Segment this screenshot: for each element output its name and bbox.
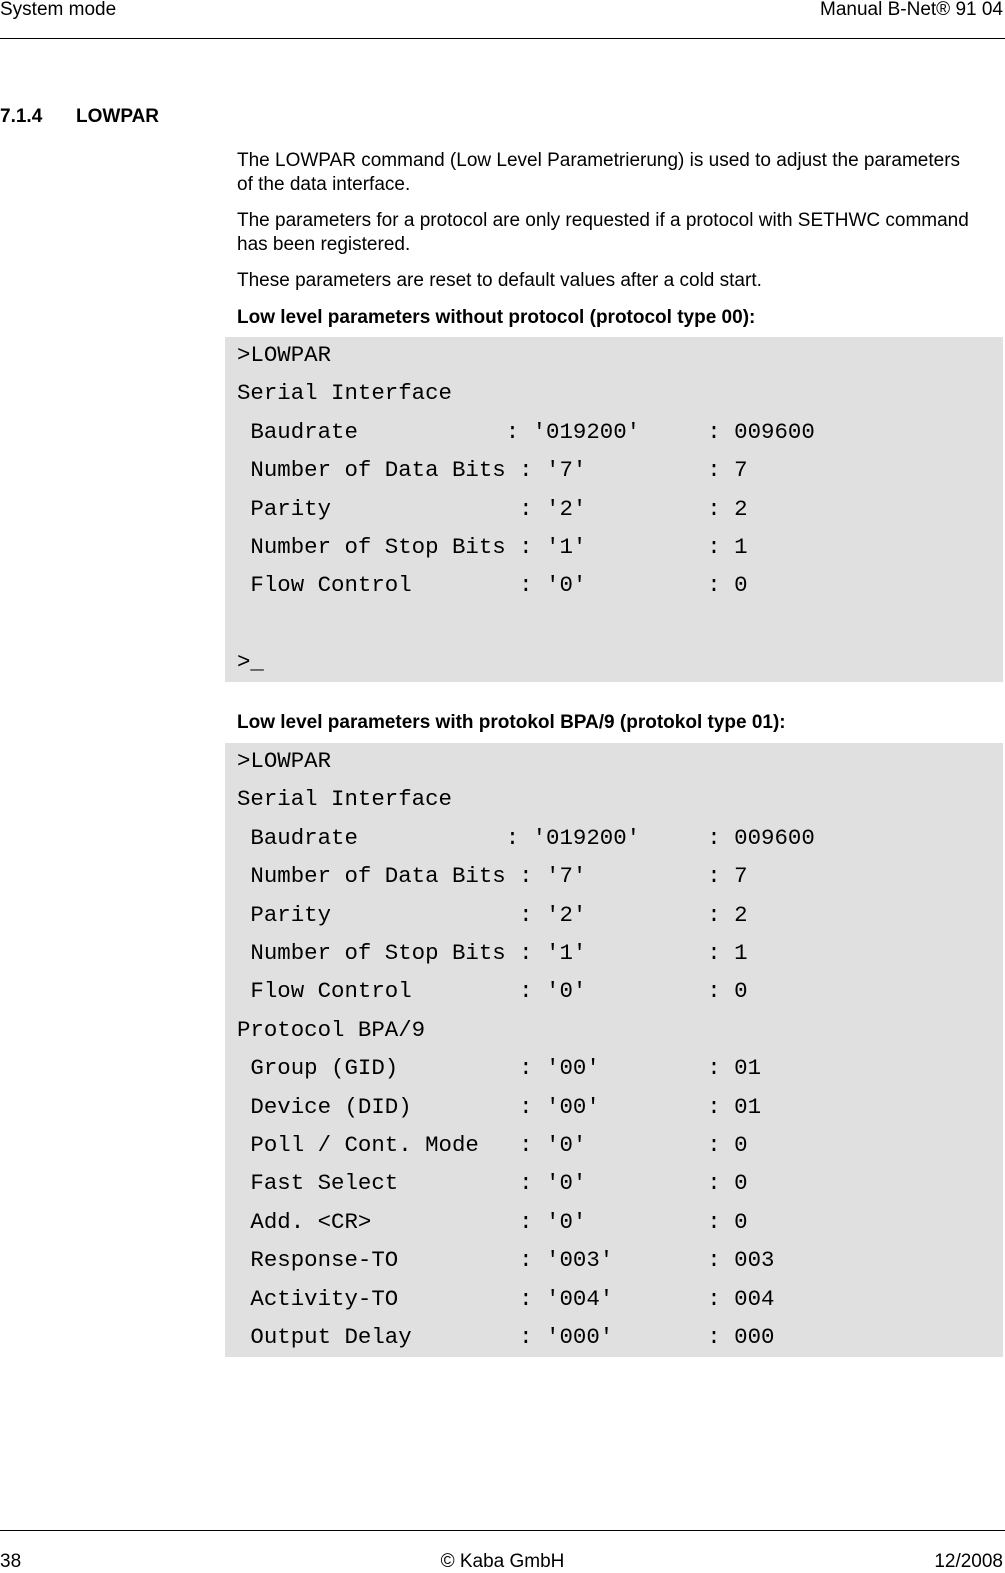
page-footer <box>0 1530 1005 1572</box>
block1-heading: Low level parameters without protocol (protocol type 00): <box>237 307 756 328</box>
section-title: LOWPAR <box>76 106 160 127</box>
terminal-line: Number of Data Bits : '7' : 7 <box>237 863 748 890</box>
terminal-line: Serial Interface <box>237 786 452 813</box>
section-number: 7.1.4 <box>0 106 43 127</box>
terminal-line: Poll / Cont. Mode : '0' : 0 <box>237 1132 748 1158</box>
header-chapter: System mode <box>0 0 117 20</box>
terminal-line: Number of Data Bits : '7' : 7 <box>237 457 748 484</box>
terminal-line: Activity-TO : '004' : 004 <box>237 1285 775 1312</box>
section-heading <box>0 106 159 128</box>
terminal-line: >LOWPAR <box>237 342 332 368</box>
footer-date: 12/2008 <box>934 1551 1003 1572</box>
terminal-line: Device (DID) : '00' : 01 <box>237 1093 762 1120</box>
terminal-line: Parity : '2' : 2 <box>237 495 748 522</box>
page-number: 38 <box>0 1551 22 1572</box>
footer-copyright: © Kaba GmbH <box>440 1551 565 1572</box>
page-header <box>0 0 1005 39</box>
terminal-line: Flow Control : '0' : 0 <box>237 572 748 599</box>
terminal-line: Baudrate : '019200' : 009600 <box>237 418 815 445</box>
terminal-line: Flow Control : '0' : 0 <box>237 978 748 1005</box>
terminal-line: Protocol BPA/9 <box>237 1016 426 1043</box>
terminal-line: Group (GID) : '00' : 01 <box>237 1055 762 1082</box>
terminal-block-bpa9 <box>225 743 1003 1357</box>
terminal-line: Number of Stop Bits : '1' : 1 <box>237 534 748 560</box>
block2-heading: Low level parameters with protokol BPA/9 (protokol type 01): <box>237 712 786 733</box>
terminal-line: Number of Stop Bits : '1' : 1 <box>237 940 748 966</box>
header-manual-title: Manual B-Net® 91 04 <box>820 0 1003 20</box>
terminal-line: Baudrate : '019200' : 009600 <box>237 824 815 851</box>
terminal-line: Output Delay : '000' : 000 <box>237 1324 775 1350</box>
terminal-line: Parity : '2' : 2 <box>237 901 748 928</box>
terminal-line: >LOWPAR <box>237 748 332 774</box>
terminal-line: Serial Interface <box>237 380 452 407</box>
terminal-line: Fast Select : '0' : 0 <box>237 1170 748 1197</box>
terminal-line: Response-TO : '003' : 003 <box>237 1247 775 1274</box>
terminal-block-no-protocol <box>225 337 1003 682</box>
terminal-line: Add. <CR> : '0' : 0 <box>237 1208 748 1235</box>
paragraph-protocol-note: The parameters for a protocol are only requested if a protocol with SETHWC command has been registered. <box>237 210 969 255</box>
paragraph-intro: The LOWPAR command (Low Level Parametrierung) is used to adjust the parameters of the data interface. <box>237 150 961 195</box>
paragraph-reset-note: These parameters are reset to default values after a cold start. <box>237 270 762 291</box>
terminal-line: >_ <box>237 649 264 676</box>
